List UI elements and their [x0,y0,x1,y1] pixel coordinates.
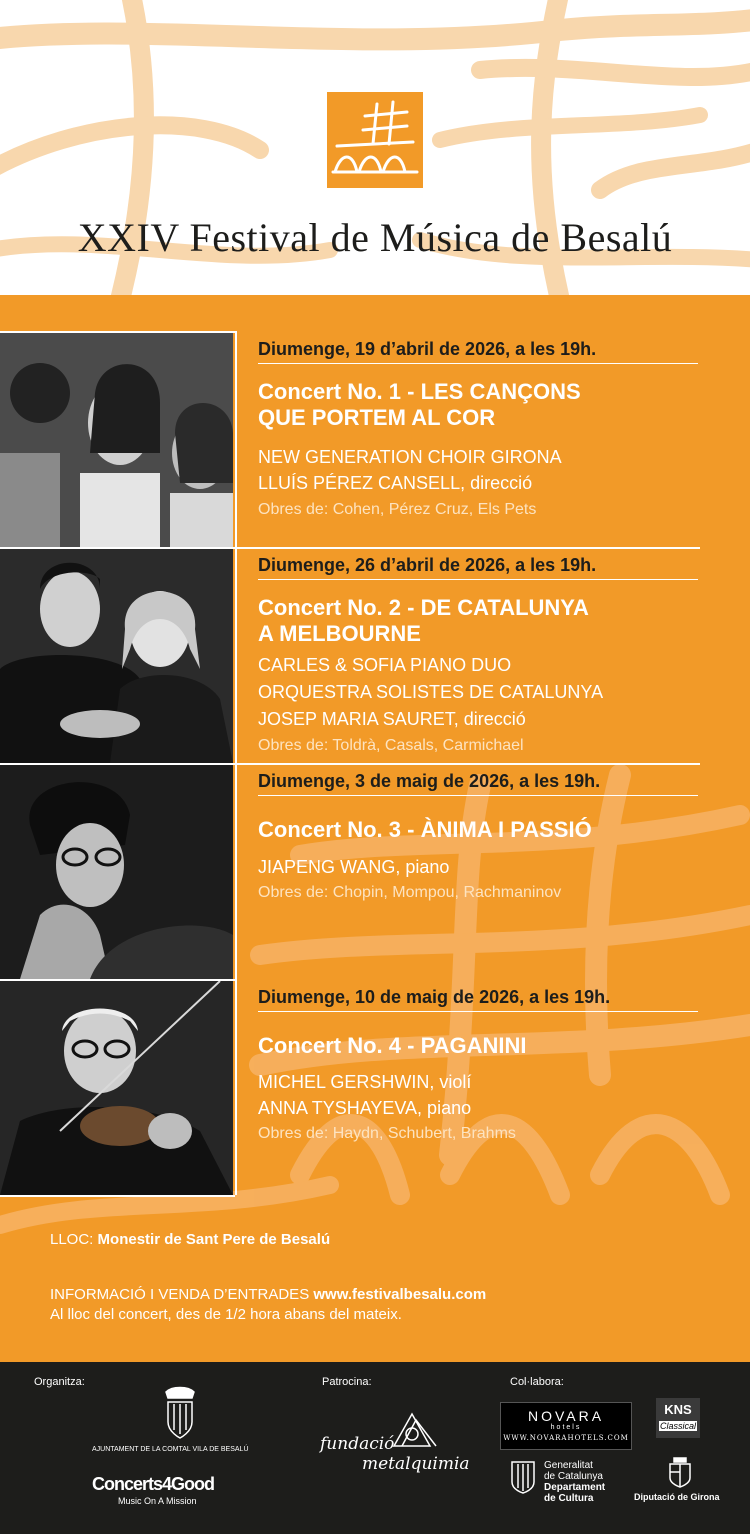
kns-name: KNS [664,1402,692,1417]
concert-2-title-line1: Concert No. 2 - DE CATALUNYA [258,595,589,620]
concert-4-date: Diumenge, 10 de maig de 2026, a les 19h. [258,987,611,1007]
concert-2-photo [0,549,233,763]
header-area [0,0,750,295]
novara-web: WWW.NOVARAHOTELS.COM [503,1434,629,1442]
concert-3-date: Diumenge, 3 de maig de 2026, a les 19h. [258,771,601,791]
concert-2-performer: ORQUESTRA SOLISTES DE CATALUNYA [258,682,604,702]
concert-2-title [258,595,728,647]
patrocina-label: Patrocina: [322,1376,372,1388]
concert-3-title [258,817,728,843]
date-underline [258,363,698,364]
fundacio-label: fundació [320,1434,395,1454]
metalquimia-triangle-icon [390,1410,440,1455]
ticket-info-label: INFORMACIÓ I VENDA D’ENTRADES [50,1286,310,1303]
divider [235,547,237,763]
concert-4-performer: ANNA TYSHAYEVA, piano [258,1098,472,1118]
collabora-label: Col·labora: [510,1376,564,1388]
concert-3-photo [0,765,233,979]
novara-hotels-logo [500,1402,632,1450]
concert-1-photo [0,333,233,547]
generalitat-line3: Departament [544,1482,606,1493]
divider [235,979,237,1195]
concert-2-performer: CARLES & SOFIA PIANO DUO [258,655,512,675]
venue-label: LLOC: [50,1231,94,1248]
diputacio-girona-crest [668,1456,692,1493]
concert-1-title-line1: Concert No. 1 - LES CANÇONS [258,379,581,404]
concerts4good-tagline: Music On A Mission [118,1496,197,1506]
concert-4-performer: MICHEL GERSHWIN, violí [258,1072,472,1092]
novara-sub: hotels [550,1424,582,1431]
concert-2-date: Diumenge, 26 d’abril de 2026, a les 19h. [258,555,597,575]
generalitat-line4: de Cultura [544,1493,594,1504]
concert-4-title-line1: Concert No. 4 - PAGANINI [258,1033,527,1058]
organitza-label: Organitza: [34,1376,85,1388]
kns-sub: Classical [659,1421,696,1431]
concert-4-photo [0,981,233,1195]
concert-1-performer: LLUÍS PÉREZ CANSELL, direcció [258,473,533,493]
kns-classical-logo [656,1398,700,1438]
concert-3-works: Obres de: Chopin, Mompou, Rachmaninov [258,884,562,901]
concert-2-performer: JOSEP MARIA SAURET, direcció [258,709,526,729]
sponsors-footer [0,1362,750,1534]
divider [235,331,237,547]
concert-1-works: Obres de: Cohen, Pérez Cruz, Els Pets [258,501,537,518]
generalitat-crest [510,1460,536,1499]
divider [235,763,237,979]
main-content [0,295,750,1362]
page-title: XXIV Festival de Música de Besalú [77,215,673,260]
festival-logo [327,92,423,188]
date-underline [258,795,698,796]
venue-line [50,1231,330,1248]
divider [0,1195,235,1197]
concert-1-title [258,379,728,431]
generalitat-line2: de Catalunya [544,1471,603,1482]
venue-value: Monestir de Sant Pere de Besalú [97,1231,331,1248]
novara-name: NOVARA [527,1408,605,1424]
concert-1-date: Diumenge, 19 d’abril de 2026, a les 19h. [258,339,597,359]
concert-1-performer: NEW GENERATION CHOIR GIRONA [258,447,562,467]
concert-4-title [258,1033,728,1059]
date-underline [258,1011,698,1012]
generalitat-line1: Generalitat [544,1460,593,1471]
concert-3-title-line1: Concert No. 3 - ÀNIMA I PASSIÓ [258,817,592,842]
ajuntament-label: AJUNTAMENT DE LA COMTAL VILA DE BESALÚ [92,1446,249,1453]
ajuntament-besalu-crest [160,1384,200,1440]
concert-1-title-line2: QUE PORTEM AL COR [258,405,496,430]
concert-2-works: Obres de: Toldrà, Casals, Carmichael [258,737,524,754]
concert-2-title-line2: A MELBOURNE [258,621,421,646]
generalitat-text [544,1460,605,1504]
ticket-info-line2: Al lloc del concert, des de 1/2 hora abans del mateix. [50,1306,402,1323]
ticket-info [50,1285,486,1325]
concert-4-works: Obres de: Haydn, Schubert, Brahms [258,1125,516,1142]
metalquimia-label: metalquimia [362,1454,470,1474]
diputacio-label: Diputació de Girona [634,1492,720,1502]
concert-3-performer: JIAPENG WANG, piano [258,857,450,877]
concerts4good-logo: Concerts4Good [92,1474,215,1494]
festival-website-link[interactable]: www.festivalbesalu.com [313,1286,487,1303]
date-underline [258,579,698,580]
